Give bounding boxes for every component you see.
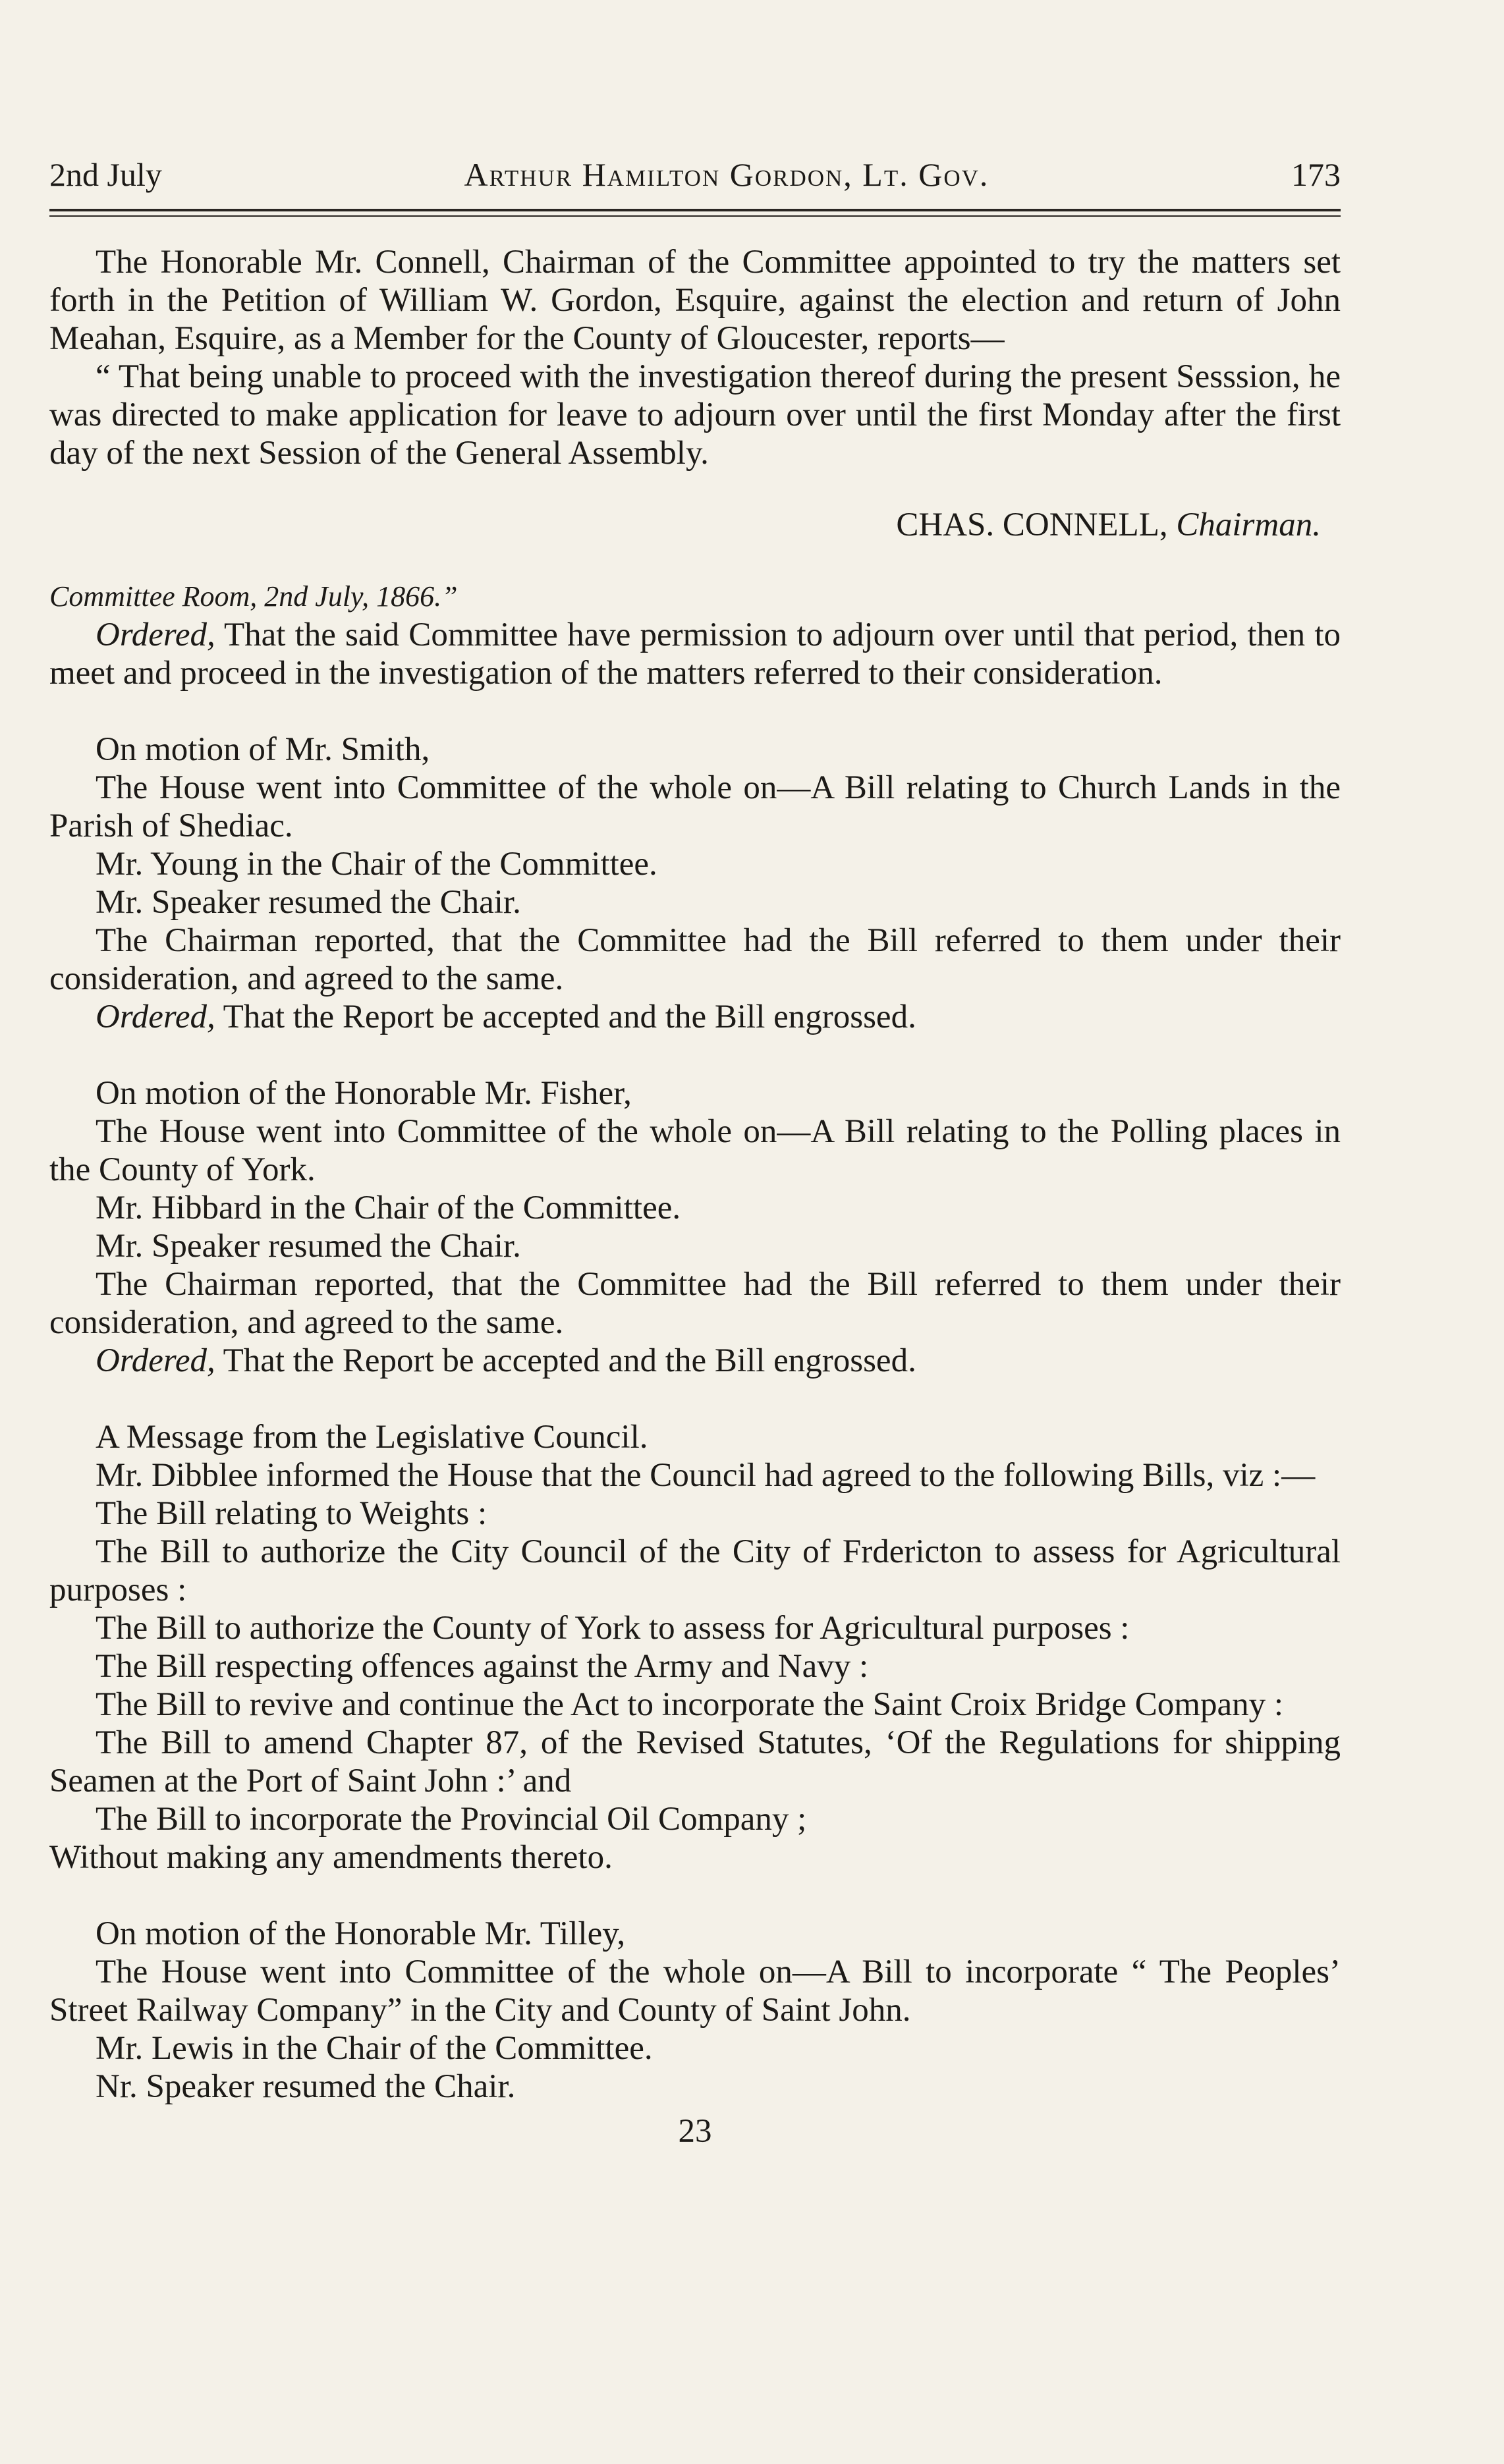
- section-gap: [49, 1876, 1341, 1915]
- paragraph: The Bill to incorporate the Provincial Oil Company ;: [96, 1801, 807, 1838]
- paragraph: The House went into Committee of the whole on—A Bill relating to Church Lands in the Parish of Shediac.: [49, 769, 1341, 844]
- document-page: [49, 155, 1341, 2184]
- paragraph: The Bill to revive and continue the Act to incorporate the Saint Croix Bridge Company :: [96, 1686, 1284, 1723]
- paragraph: “ That being unable to proceed with the investigation thereof during the present Sesssion, he was directed to make application for leave to adjourn over until the first Monday after the first day of the next Session of the General Assembly.: [49, 358, 1341, 472]
- paragraph: [49, 998, 1341, 1036]
- paragraph: Mr. Young in the Chair of the Committee.: [96, 846, 657, 883]
- paragraph: The Chairman reported, that the Committee had the Bill referred to them under their consideration, and agreed to the same.: [49, 922, 1341, 997]
- paragraph: [49, 1342, 1341, 1380]
- paragraph: A Message from the Legislative Council.: [96, 1419, 648, 1456]
- paragraph: Mr. Speaker resumed the Chair.: [96, 1228, 521, 1265]
- paragraph: On motion of the Honorable Mr. Tilley,: [96, 1915, 626, 1952]
- section-gap: [49, 1036, 1341, 1074]
- paragraph: Mr. Lewis in the Chair of the Committee.: [96, 2030, 653, 2067]
- paragraph: The Bill to authorize the City Council of the City of Frdericton to assess for Agricultural purposes :: [49, 1533, 1341, 1608]
- ordered-label: Ordered,: [96, 1342, 215, 1379]
- page-number: 173: [1291, 156, 1341, 193]
- body-text: [49, 243, 1341, 2150]
- section-gap: [49, 692, 1341, 730]
- paragraph: [49, 616, 1341, 692]
- ordered-label: Ordered,: [96, 999, 215, 1035]
- paragraph: Mr. Speaker resumed the Chair.: [96, 884, 521, 921]
- paragraph: The Bill relating to Weights :: [96, 1495, 487, 1532]
- paragraph-text: That the said Committee have permission to adjourn over until that period, then to meet and proceed in the investigation of the matters referred to their consideration.: [49, 616, 1341, 692]
- paragraph-text: That the Report be accepted and the Bill engrossed.: [215, 999, 916, 1035]
- paragraph: The Chairman reported, that the Committee had the Bill referred to them under their consideration, and agreed to the same.: [49, 1266, 1341, 1341]
- paragraph: Mr. Hibbard in the Chair of the Committee.: [96, 1190, 681, 1226]
- running-head: [49, 155, 1341, 194]
- header-title: Arthur Hamilton Gordon, Lt. Gov.: [464, 156, 989, 193]
- paragraph: Without making any amendments thereto.: [49, 1839, 613, 1876]
- paragraph-text: That the Report be accepted and the Bill engrossed.: [215, 1342, 916, 1379]
- signature: [49, 506, 1321, 544]
- paragraph: The Bill to authorize the County of York to assess for Agricultural purposes :: [96, 1610, 1130, 1647]
- paragraph: The House went into Committee of the whole on—A Bill relating to the Polling places in the County of York.: [49, 1113, 1341, 1188]
- paragraph: The Bill to amend Chapter 87, of the Revised Statutes, ‘Of the Regulations for shipping Seamen at the Port of Saint John :’ and: [49, 1724, 1341, 1799]
- header-rule: [49, 209, 1341, 217]
- paragraph: Nr. Speaker resumed the Chair.: [96, 2068, 516, 2105]
- paragraph: The House went into Committee of the whole on—A Bill to incorporate “ The Peoples’ Street Railway Company” in the City and County of Saint John.: [49, 1954, 1341, 2029]
- dateline: Committee Room, 2nd July, 1866.”: [49, 580, 458, 613]
- paragraph: The Bill respecting offences against the Army and Navy :: [96, 1648, 869, 1685]
- paragraph: The Honorable Mr. Connell, Chairman of the Committee appointed to try the matters set forth in the Petition of William W. Gordon, Esquire, against the election and return of John Meahan, Esquire, as a Member for the County of Gloucester, reports—: [49, 244, 1341, 357]
- section-gap: [49, 1380, 1341, 1418]
- paragraph: On motion of Mr. Smith,: [96, 731, 430, 768]
- signature-role: Chairman.: [1176, 506, 1321, 543]
- paragraph: On motion of the Honorable Mr. Fisher,: [96, 1075, 632, 1112]
- signature-name: CHAS. CONNELL,: [896, 506, 1168, 543]
- header-date: 2nd July: [49, 156, 162, 193]
- signature-mark: 23: [678, 2113, 712, 2150]
- paragraph: Mr. Dibblee informed the House that the Council had agreed to the following Bills, viz :—: [96, 1457, 1316, 1494]
- ordered-label: Ordered,: [96, 616, 215, 653]
